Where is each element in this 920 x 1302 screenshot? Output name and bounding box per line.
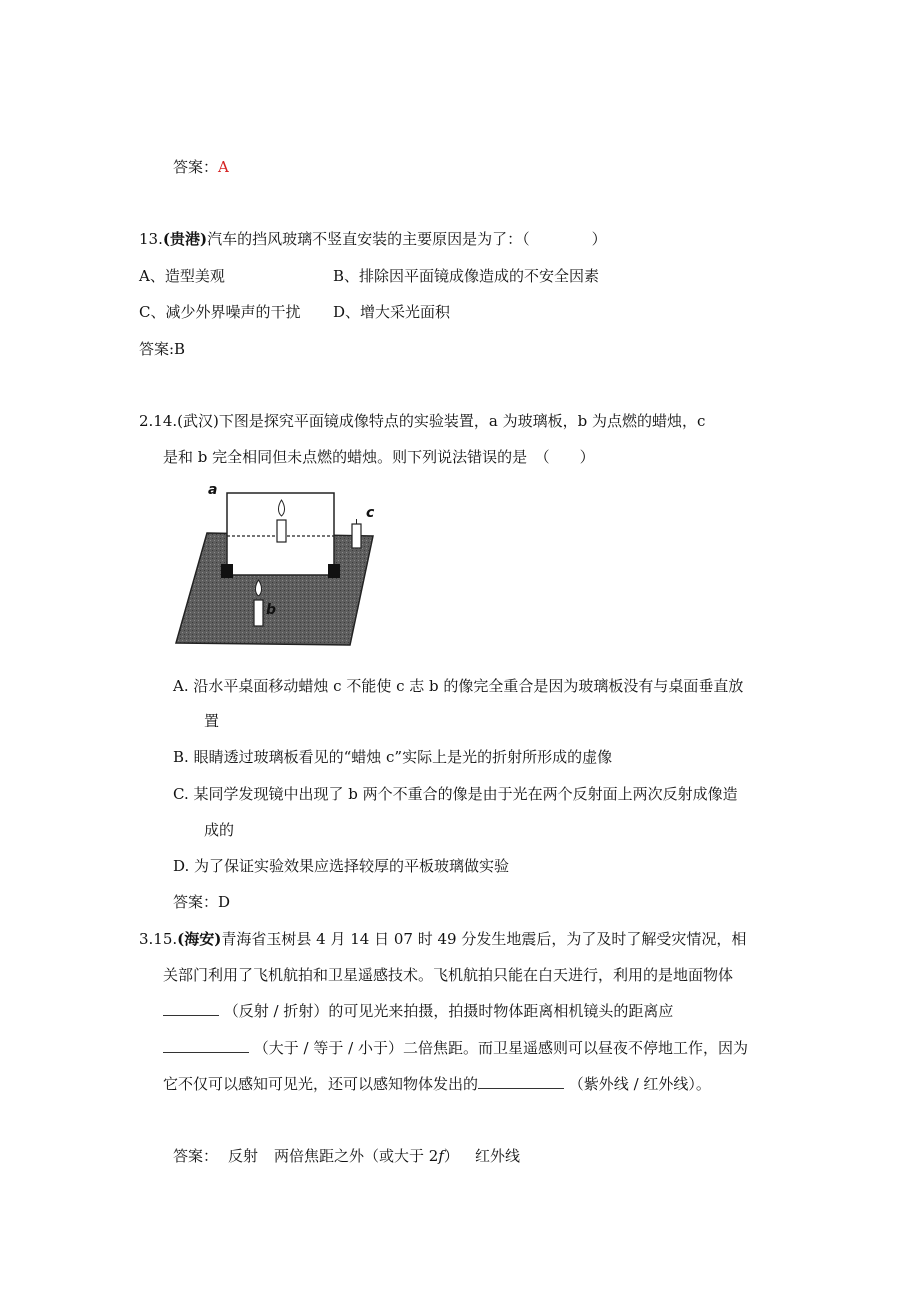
- q13-source: (贵港): [162, 230, 208, 248]
- q13-option-d: D、增大采光面积: [333, 303, 451, 321]
- q15-answer-2-f: f: [438, 1147, 444, 1165]
- q15-line4: （大于 / 等于 / 小于）二倍焦距。而卫星遥感则可以昼夜不停地工作，因为: [163, 1038, 748, 1058]
- glass-holder-left: [221, 564, 233, 578]
- q14-source: (武汉): [177, 412, 219, 430]
- q15-answer-3: 红外线: [474, 1147, 520, 1165]
- q13-number: 13.: [139, 230, 163, 248]
- q15-blank-1[interactable]: [163, 1001, 219, 1016]
- mirror-experiment-figure: [170, 480, 385, 650]
- prev-answer: [173, 157, 229, 177]
- q15-line5: 它不仅可以感知可见光，还可以感知物体发出的 （紫外线 / 红外线）。: [163, 1075, 711, 1093]
- q13-stem-end: ）: [591, 230, 607, 248]
- q13-stem-text: 汽车的挡风玻璃不竖直安装的主要原因是为了：（: [207, 230, 530, 248]
- q15-line2: 关部门利用了飞机航拍和卫星遥感技术。飞机航拍只能在白天进行，利用的是地面物体: [163, 966, 734, 984]
- q15-line1: 3.15.(海安)青海省玉树县 4 月 14 日 07 时 49 分发生地震后，为了及时了解受灾情况，相: [139, 930, 747, 948]
- q15-answer-2: 两倍焦距之外（或大于 2: [274, 1147, 439, 1165]
- q15-number: 3.15.: [139, 930, 178, 948]
- prev-answer-label: 答案：: [173, 158, 219, 176]
- candle-image: [277, 520, 286, 542]
- q14-option-d: D. 为了保证实验效果应选择较厚的平板玻璃做实验: [173, 857, 510, 875]
- q14-stem-line1: 2.14.(武汉)下图是探究平面镜成像特点的实验装置，a 为玻璃板，b 为点燃的蜡烛，c: [139, 412, 706, 430]
- label-c: c: [366, 505, 375, 521]
- q13-answer: 答案:B: [139, 340, 186, 358]
- q14-option-b: B. 眼睛透过玻璃板看见的“蜡烛 c”实际上是光的折射所形成的虚像: [173, 748, 613, 766]
- q14-answer: 答案：D: [173, 893, 231, 911]
- q15-answer: 答案： 反射 两倍焦距之外（或大于 2f） 红外线: [173, 1147, 520, 1165]
- candle-b: [254, 600, 263, 626]
- candle-c: [352, 524, 361, 548]
- label-b: b: [266, 602, 277, 618]
- q14-number: 2.14.: [139, 412, 178, 430]
- q15-source: (海安): [177, 930, 222, 948]
- q15-line3: （反射 / 折射）的可见光来拍摄，拍摄时物体距离相机镜头的距离应: [163, 1001, 673, 1021]
- q13-option-c: C、减少外界噪声的干扰: [139, 303, 301, 321]
- glass-holder-right: [328, 564, 340, 578]
- q13-option-b: B、排除因平面镜成像造成的不安全因素: [333, 267, 600, 285]
- q14-option-c-line1: C. 某同学发现镜中出现了 b 两个不重合的像是由于光在两个反射面上两次反射成像造: [173, 785, 738, 803]
- q14-option-c-line2: 成的: [204, 821, 235, 839]
- q15-blank-2[interactable]: [163, 1038, 249, 1053]
- q15-answer-label: 答案：: [173, 1147, 219, 1165]
- q15-blank-3[interactable]: [478, 1074, 564, 1089]
- q15-answer-1: 反射: [228, 1147, 259, 1165]
- q14-option-a-line1: A. 沿水平桌面移动蜡烛 c 不能使 c 志 b 的像完全重合是因为玻璃板没有与桌面垂直放: [173, 677, 744, 695]
- q14-stem-line2: 是和 b 完全相同但未点燃的蜡烛。则下列说法错误的是 （ ）: [163, 448, 595, 466]
- q13-stem: [139, 229, 607, 249]
- label-a: a: [208, 482, 218, 498]
- prev-answer-value: A: [218, 158, 229, 176]
- q14-option-a-line2: 置: [204, 712, 220, 730]
- q13-option-a: A、造型美观: [139, 267, 225, 285]
